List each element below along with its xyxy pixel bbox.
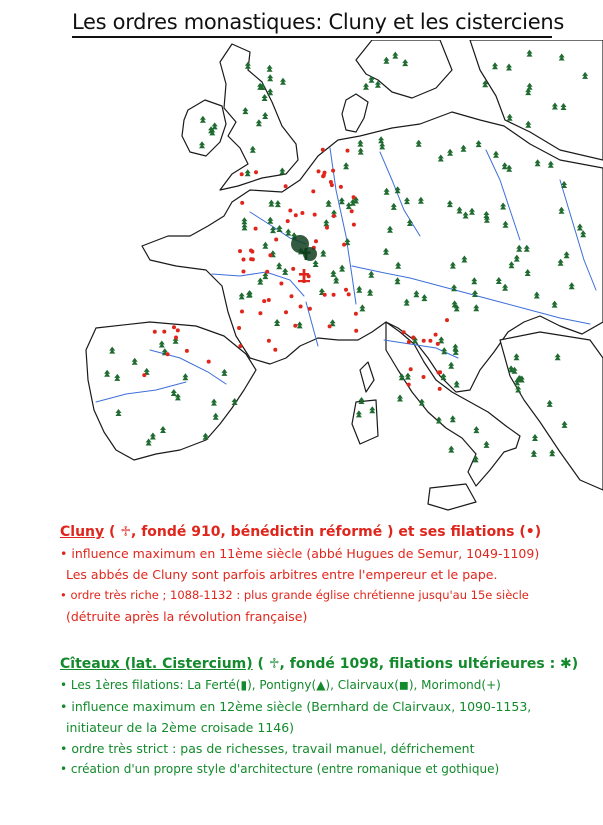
cluniac-filiation-dot-icon bbox=[411, 336, 415, 340]
cluniac-filiation-dot-icon bbox=[331, 169, 335, 173]
cluniac-filiation-dot-icon bbox=[346, 149, 350, 153]
cluniac-filiation-dot-icon bbox=[321, 148, 325, 152]
cluniac-filiation-dot-icon bbox=[238, 344, 242, 348]
cistercian-monastery-icon bbox=[363, 83, 369, 90]
cluniac-filiation-dot-icon bbox=[254, 170, 258, 174]
cluniac-filiation-dot-icon bbox=[249, 249, 253, 253]
cluniac-filiation-dot-icon bbox=[321, 174, 325, 178]
citeaux-line-4: • ordre très strict : pas de richesses, travail manuel, défrichement bbox=[60, 741, 475, 756]
cluniac-filiation-dot-icon bbox=[286, 219, 290, 223]
cluniac-filiation-dot-icon bbox=[174, 336, 178, 340]
cluniac-filiation-dot-icon bbox=[258, 311, 262, 315]
cluniac-filiation-dot-icon bbox=[402, 330, 406, 334]
europe-map bbox=[0, 40, 603, 515]
cistercian-monastery-icon bbox=[549, 449, 555, 456]
cluniac-filiation-dot-icon bbox=[262, 299, 266, 303]
cluniac-filiation-dot-icon bbox=[407, 340, 411, 344]
cluniac-filiation-dot-icon bbox=[240, 172, 244, 176]
cluniac-filiation-dot-icon bbox=[330, 183, 334, 187]
cistercian-monastery-icon bbox=[267, 65, 273, 72]
cluny-line-1: • influence maximum en 11ème siècle (abbé Hugues de Semur, 1049-1109) bbox=[60, 546, 540, 561]
cluniac-filiation-dot-icon bbox=[240, 310, 244, 314]
cluniac-filiation-dot-icon bbox=[240, 201, 244, 205]
cluniac-filiation-dot-icon bbox=[267, 298, 271, 302]
cluniac-filiation-dot-icon bbox=[422, 375, 426, 379]
cluniac-filiation-dot-icon bbox=[172, 325, 176, 329]
cluniac-filiation-dot-icon bbox=[279, 282, 283, 286]
cluniac-filiation-dot-icon bbox=[288, 209, 292, 213]
cluniac-filiation-dot-icon bbox=[294, 213, 298, 217]
cluniac-filiation-dot-icon bbox=[311, 189, 315, 193]
cluny-line-4: (détruite après la révolution française) bbox=[66, 609, 308, 624]
citeaux-legend bbox=[60, 654, 600, 780]
cluniac-filiation-dot-icon bbox=[354, 329, 358, 333]
cluniac-filiation-dot-icon bbox=[273, 348, 277, 352]
cluny-header bbox=[60, 522, 600, 543]
cluniac-filiation-dot-icon bbox=[300, 211, 304, 215]
cluniac-filiation-dot-icon bbox=[339, 185, 343, 189]
cluniac-filiation-dot-icon bbox=[352, 223, 356, 227]
cluniac-filiation-dot-icon bbox=[350, 209, 354, 213]
land-sardinia bbox=[352, 400, 378, 444]
cluniac-filiation-dot-icon bbox=[267, 339, 271, 343]
cluniac-filiation-dot-icon bbox=[325, 226, 329, 230]
cluny-header-rest: ( ♱, fondé 910, bénédictin réformé ) et ses filations (•) bbox=[109, 524, 542, 540]
cluniac-filiation-dot-icon bbox=[265, 270, 269, 274]
cistercian-monastery-icon bbox=[267, 74, 273, 81]
cluniac-filiation-dot-icon bbox=[153, 330, 157, 334]
cluniac-filiation-dot-icon bbox=[434, 333, 438, 337]
land-scandinavia bbox=[356, 40, 452, 98]
cluniac-filiation-dot-icon bbox=[207, 360, 211, 364]
cluniac-filiation-dot-icon bbox=[332, 214, 336, 218]
cluniac-filiation-dot-icon bbox=[284, 310, 288, 314]
cluniac-filiation-dot-icon bbox=[347, 292, 351, 296]
cluny-line-3: • ordre très riche ; 1088-1132 : plus grande église chrétienne jusqu'au 15e siècle bbox=[60, 588, 529, 602]
citeaux-header-rest: ( ♱, fondé 1098, filations ultérieures : ✱) bbox=[252, 656, 579, 672]
cistercian-monastery-icon bbox=[531, 450, 537, 457]
cistercian-monastery-icon bbox=[448, 446, 454, 453]
cluniac-filiation-dot-icon bbox=[238, 249, 242, 253]
cluniac-filiation-dot-icon bbox=[342, 243, 346, 247]
citeaux-line-3: initiateur de la 2ème croisade 1146) bbox=[66, 720, 295, 735]
cistercian-monastery-icon bbox=[280, 78, 286, 85]
cistercian-monastery-icon bbox=[359, 397, 365, 404]
cluniac-filiation-dot-icon bbox=[445, 318, 449, 322]
cluniac-filiation-dot-icon bbox=[407, 383, 411, 387]
cluniac-filiation-dot-icon bbox=[142, 373, 146, 377]
page-title: Les ordres monastiques: Cluny et les cisterciens bbox=[72, 8, 552, 38]
cluniac-filiation-dot-icon bbox=[409, 367, 413, 371]
land-corsica bbox=[360, 362, 374, 392]
cluniac-filiation-dot-icon bbox=[323, 293, 327, 297]
cistercian-monastery-icon bbox=[397, 395, 403, 402]
cluniac-filiation-dot-icon bbox=[176, 328, 180, 332]
cluniac-filiation-dot-icon bbox=[299, 305, 303, 309]
cluniac-filiation-dot-icon bbox=[254, 227, 258, 231]
citeaux-line-5: • création d'un propre style d'architecture (entre romanique et gothique) bbox=[60, 762, 500, 776]
cluniac-filiation-dot-icon bbox=[354, 312, 358, 316]
cluniac-filiation-dot-icon bbox=[308, 307, 312, 311]
citeaux-line-1: • Les 1ères filations: La Ferté(▮), Pontigny(▲), Clairvaux(◼), Morimond(+) bbox=[60, 678, 501, 692]
cluny-line-2: Les abbés de Cluny sont parfois arbitres entre l'empereur et le pape. bbox=[66, 567, 498, 582]
cluniac-filiation-dot-icon bbox=[352, 195, 356, 199]
cluniac-filiation-dot-icon bbox=[185, 349, 189, 353]
citeaux-header bbox=[60, 654, 600, 675]
cluniac-filiation-dot-icon bbox=[293, 324, 297, 328]
land-sicily bbox=[428, 484, 476, 510]
citeaux-line-2: • influence maximum en 12ème siècle (Bernhard de Clairvaux, 1090-1153, bbox=[60, 699, 532, 714]
cluniac-filiation-dot-icon bbox=[291, 267, 295, 271]
cluniac-filiation-dot-icon bbox=[328, 324, 332, 328]
cluniac-filiation-dot-icon bbox=[242, 270, 246, 274]
cluniac-filiation-dot-icon bbox=[249, 257, 253, 261]
cistercian-monastery-icon bbox=[267, 88, 273, 95]
cluniac-filiation-dot-icon bbox=[313, 213, 317, 217]
cluniac-filiation-dot-icon bbox=[436, 342, 440, 346]
cluniac-filiation-dot-icon bbox=[344, 288, 348, 292]
cluniac-filiation-dot-icon bbox=[237, 326, 241, 330]
cluny-header-name: Cluny bbox=[60, 524, 105, 540]
cluniac-filiation-dot-icon bbox=[438, 370, 442, 374]
cluniac-filiation-dot-icon bbox=[332, 293, 336, 297]
cluniac-filiation-dot-icon bbox=[242, 258, 246, 262]
land-iberia bbox=[86, 322, 256, 460]
cluniac-filiation-dot-icon bbox=[438, 387, 442, 391]
cistercian-monastery-icon bbox=[532, 434, 538, 441]
cluniac-filiation-dot-icon bbox=[268, 253, 272, 257]
cluniac-filiation-dot-icon bbox=[317, 169, 321, 173]
citeaux-header-name: Cîteaux (lat. Cistercium) bbox=[60, 656, 253, 672]
land-denmark bbox=[342, 94, 368, 132]
cluniac-filiation-dot-icon bbox=[284, 184, 288, 188]
cluniac-filiation-dot-icon bbox=[166, 352, 170, 356]
cluniac-filiation-dot-icon bbox=[314, 239, 318, 243]
cluniac-filiation-dot-icon bbox=[290, 294, 294, 298]
cluny-legend bbox=[60, 522, 600, 627]
cluniac-filiation-dot-icon bbox=[428, 339, 432, 343]
cluniac-filiation-dot-icon bbox=[274, 238, 278, 242]
cluniac-filiation-dot-icon bbox=[422, 339, 426, 343]
land-great-britain bbox=[220, 44, 298, 190]
cluniac-filiation-dot-icon bbox=[162, 330, 166, 334]
